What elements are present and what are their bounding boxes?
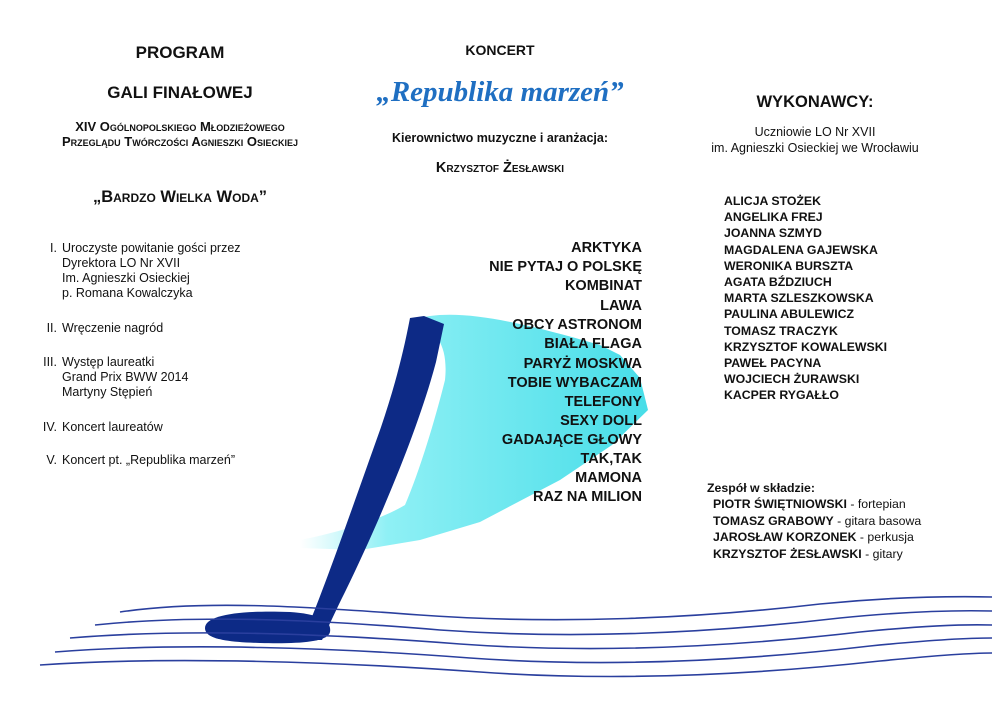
staff-lines <box>40 597 992 677</box>
performer-name: ANGELIKA FREJ <box>724 210 823 225</box>
program-item-number: III. <box>43 355 57 369</box>
program-item <box>35 420 325 436</box>
band-label: Zespół w składzie: <box>707 481 815 495</box>
song-item: KOMBINAT <box>564 278 642 294</box>
band-member-name: TOMASZ GRABOWY <box>713 513 834 528</box>
school-line-2: im. Agnieszki Osieckiej we Wrocławiu <box>711 141 919 155</box>
program-item <box>35 241 325 305</box>
program-item-text: Występ laureatki Grand Prix BWW 2014 Martyny Stępień <box>62 355 189 399</box>
song-item: BIAŁA FLAGA <box>544 336 642 352</box>
song-item: MAMONA <box>575 470 642 486</box>
navy-note-head <box>205 612 330 644</box>
program-item-text: Wręczenie nagród <box>62 321 164 335</box>
concert-title: „Republika marzeń” <box>376 76 624 108</box>
performer-name: MAGDALENA GAJEWSKA <box>724 242 878 257</box>
director-name: Krzysztof Żesławski <box>435 160 565 176</box>
performer-name: JOANNA SZMYD <box>724 226 822 241</box>
song-item: OBCY ASTRONOM <box>512 317 642 333</box>
program-subtitle: GALI FINAŁOWEJ <box>107 83 253 102</box>
festival-name: „Bardzo Wielka Woda” <box>92 188 268 206</box>
band-member-role: - gitara basowa <box>833 513 922 528</box>
performer-name: KRZYSZTOF KOWALEWSKI <box>724 339 888 354</box>
program-item <box>35 321 325 337</box>
band-member <box>713 546 921 563</box>
band-member-name: JAROSŁAW KORZONEK <box>713 530 857 544</box>
program-item-number: I. <box>50 241 57 255</box>
performer-name: TOMASZ TRACZYK <box>724 323 838 338</box>
program-item-number: II. <box>46 321 57 335</box>
song-item: TELEFONY <box>564 394 642 410</box>
performers-title: WYKONAWCY: <box>756 93 874 111</box>
performer-name: AGATA BŹDZIUCH <box>724 275 832 290</box>
program-item-number: IV. <box>42 420 57 434</box>
band-member <box>713 496 921 513</box>
performer-name: PAULINA ABULEWICZ <box>724 307 855 322</box>
song-item: LAWA <box>600 298 642 314</box>
performer-name: WERONIKA BURSZTA <box>724 258 854 273</box>
performer-name: MARTA SZLESZKOWSKA <box>724 291 874 306</box>
program-item <box>35 355 325 403</box>
song-item: PARYŻ MOSKWA <box>523 356 642 372</box>
program-item-text: Koncert pt. „Republika marzeń” <box>62 453 235 467</box>
band-member-role: - fortepian <box>846 497 906 511</box>
band-member <box>713 529 921 546</box>
song-item: TOBIE WYBACZAM <box>507 375 642 391</box>
edition-line-1: XIV Ogólnopolskiego Młodzieżowego <box>75 119 285 134</box>
band-member-name: KRZYSZTOF ŻESŁAWSKI <box>713 546 862 561</box>
song-item: ARKTYKA <box>571 240 642 256</box>
song-item: SEXY DOLL <box>560 413 642 429</box>
concert-label: KONCERT <box>465 42 535 58</box>
song-item: GADAJĄCE GŁOWY <box>501 432 642 448</box>
program-item-number: V. <box>46 453 57 467</box>
performer-name: ALICJA STOŻEK <box>724 194 822 208</box>
school-line-1: Uczniowie LO Nr XVII <box>754 125 876 139</box>
band-list <box>713 496 921 562</box>
band-member <box>713 513 921 530</box>
performer-name: KACPER RYGAŁŁO <box>724 388 840 403</box>
song-item: TAK,TAK <box>580 451 642 467</box>
performer-list <box>724 193 887 404</box>
direction-label: Kierownictwo muzyczne i aranżacja: <box>391 131 609 145</box>
band-member-name: PIOTR ŚWIĘTNIOWSKI <box>713 497 847 511</box>
edition-line-2: Przeglądu Twórczości Agnieszki Osieckiej <box>62 134 298 149</box>
band-member-role: - gitary <box>861 546 903 561</box>
performer-name: PAWEŁ PACYNA <box>724 356 822 371</box>
program-item-text: Koncert laureatów <box>62 420 163 434</box>
song-item: RAZ NA MILION <box>532 489 642 505</box>
program-title: PROGRAM <box>135 43 225 62</box>
song-item: NIE PYTAJ O POLSKĘ <box>489 259 642 275</box>
performer-name: WOJCIECH ŻURAWSKI <box>724 372 860 387</box>
program-item-text: Uroczyste powitanie gości przez Dyrektora LO Nr XVII Im. Agnieszki Osieckiej p. Romana Kowalczyka <box>62 241 241 300</box>
band-member-role: - perkusja <box>856 530 914 544</box>
program-item <box>35 453 325 469</box>
